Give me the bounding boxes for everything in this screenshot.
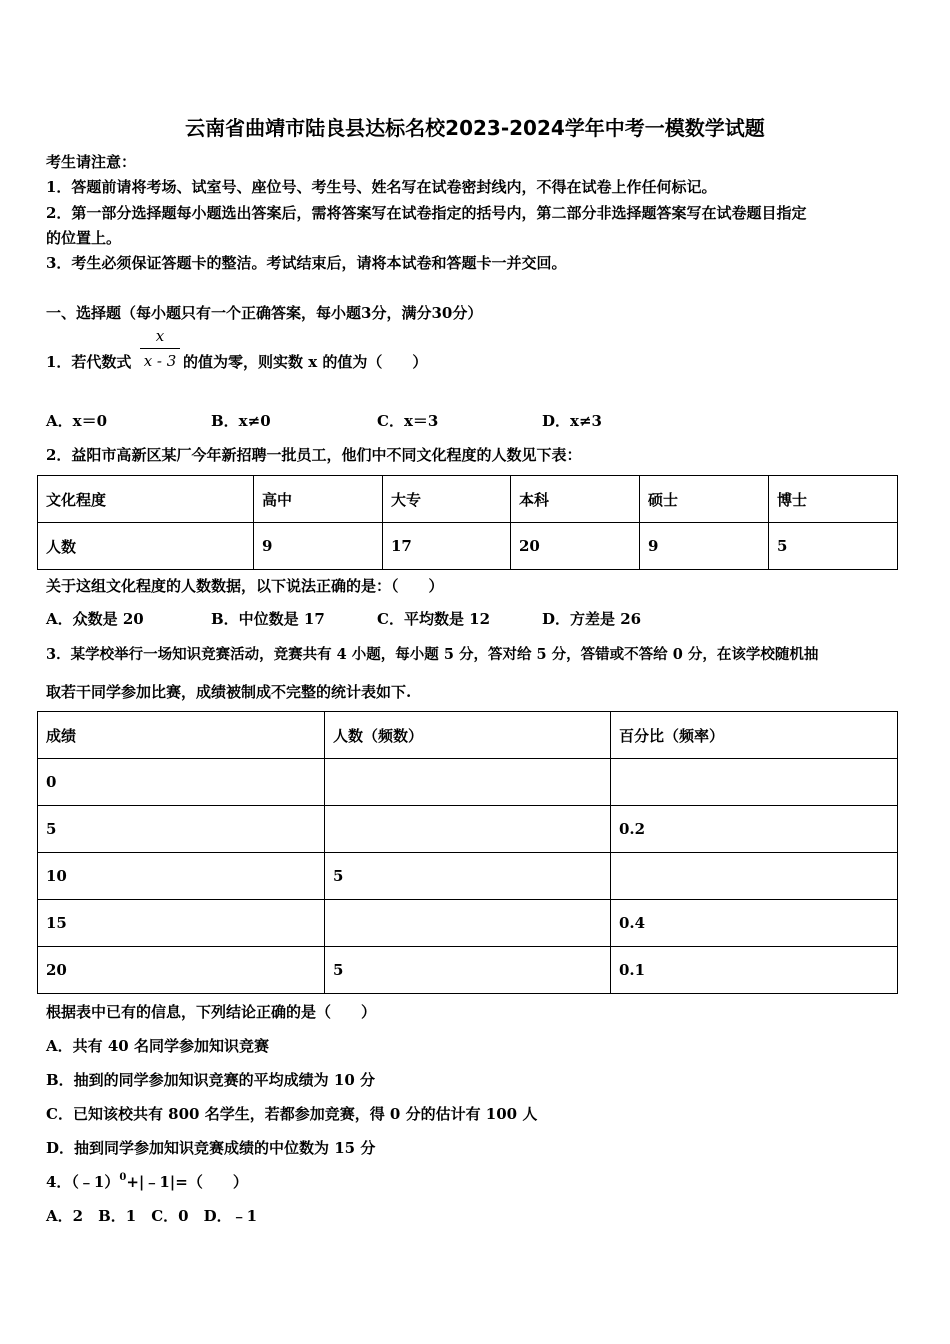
q2-option-a: A．众数是 20 [46,610,144,628]
q3-stem-line-2: 取若干同学参加比赛，成绩被制成不完整的统计表如下. [46,683,412,701]
q3-option-d: D．抽到同学参加知识竞赛成绩的中位数为 15 分 [46,1139,376,1157]
table-row [38,853,898,900]
table-cell [325,759,611,806]
table-cell: 5 [769,523,898,570]
table-cell: 0.1 [611,947,898,994]
table-cell: 本科 [511,476,640,523]
table-row [38,712,898,759]
q3-question: 根据表中已有的信息，下列结论正确的是（ ） [46,1003,377,1021]
q4-prefix: 4．（﹣1） [46,1173,120,1191]
table-cell: 5 [38,806,325,853]
q3-option-c: C．已知该校共有 800 名学生，若都参加竞赛，得 0 分的估计有 100 人 [46,1105,538,1123]
q4-suffix: +|﹣1|=（ ） [126,1173,248,1191]
table-cell: 5 [325,947,611,994]
notice-heading: 考生请注意： [46,153,137,171]
table-row [38,523,898,570]
fraction-bar [140,348,180,349]
table-cell: 百分比（频率） [611,712,898,759]
q2-question: 关于这组文化程度的人数数据，以下说法正确的是：（ ） [46,577,444,595]
q1-fraction-numerator: x [155,327,165,345]
table-cell: 5 [325,853,611,900]
notice-item-2-line-2: 的位置上。 [46,229,122,247]
q1-fraction [140,326,180,371]
q1-fraction-denominator: x - 3 [143,352,177,370]
table-cell: 文化程度 [38,476,254,523]
table-row [38,476,898,523]
table-cell [611,853,898,900]
q1-option-d: D．x≠3 [542,412,602,430]
q3-table [37,711,898,994]
q1-option-b: B．x≠0 [211,412,271,430]
table-cell: 15 [38,900,325,947]
notice-item-1: 1．答题前请将考场、试室号、座位号、考生号、姓名写在试卷密封线内，不得在试卷上作任何标记。 [46,178,717,196]
q2-option-b: B．中位数是 17 [211,610,325,628]
q1-suffix: 的值为零，则实数 x 的值为（ ） [183,353,428,371]
q3-option-a: A．共有 40 名同学参加知识竞赛 [46,1037,269,1055]
q4-stem [46,1171,248,1192]
q4-exponent: 0 [119,1172,127,1183]
table-cell: 硕士 [640,476,769,523]
table-cell: 博士 [769,476,898,523]
table-cell: 成绩 [38,712,325,759]
table-cell: 17 [383,523,511,570]
q4-options: A．2 B．1 C．0 D．﹣1 [46,1207,258,1225]
q1-option-c: C．x＝3 [377,412,439,430]
q2-option-c: C．平均数是 12 [377,610,491,628]
table-cell: 人数 [38,523,254,570]
table-cell: 0.2 [611,806,898,853]
section-heading: 一、选择题（每小题只有一个正确答案，每小题3分，满分30分） [46,304,483,322]
table-cell: 人数（频数） [325,712,611,759]
table-cell: 高中 [254,476,383,523]
table-cell: 10 [38,853,325,900]
table-cell: 9 [254,523,383,570]
table-row [38,806,898,853]
table-row [38,947,898,994]
q2-stem: 2．益阳市高新区某厂今年新招聘一批员工，他们中不同文化程度的人数见下表： [46,446,582,464]
notice-item-2-line-1: 2．第一部分选择题每小题选出答案后，需将答案写在试卷指定的括号内，第二部分非选择题答案写在试卷题目指定 [46,204,807,222]
table-cell: 9 [640,523,769,570]
q3-stem-line-1: 3．某学校举行一场知识竞赛活动，竞赛共有 4 小题，每小题 5 分，答对给 5 分，答错或不答给 0 分，在该学校随机抽 [46,646,819,663]
table-cell [611,759,898,806]
table-cell: 20 [38,947,325,994]
table-cell [325,806,611,853]
notice-item-3: 3．考生必须保证答题卡的整洁。考试结束后，请将本试卷和答题卡一并交回。 [46,254,567,272]
table-cell [325,900,611,947]
table-cell: 0.4 [611,900,898,947]
q2-table [37,475,898,570]
q1-option-a: A．x＝0 [46,412,108,430]
q3-option-b: B．抽到的同学参加知识竞赛的平均成绩为 10 分 [46,1071,375,1089]
table-row [38,759,898,806]
page-title: 云南省曲靖市陆良县达标名校2023-2024学年中考一模数学试题 [185,116,765,140]
table-row [38,900,898,947]
table-cell: 0 [38,759,325,806]
q2-option-d: D．方差是 26 [542,610,642,628]
table-cell: 20 [511,523,640,570]
table-cell: 大专 [383,476,511,523]
q1-prefix: 1．若代数式 [46,353,132,371]
